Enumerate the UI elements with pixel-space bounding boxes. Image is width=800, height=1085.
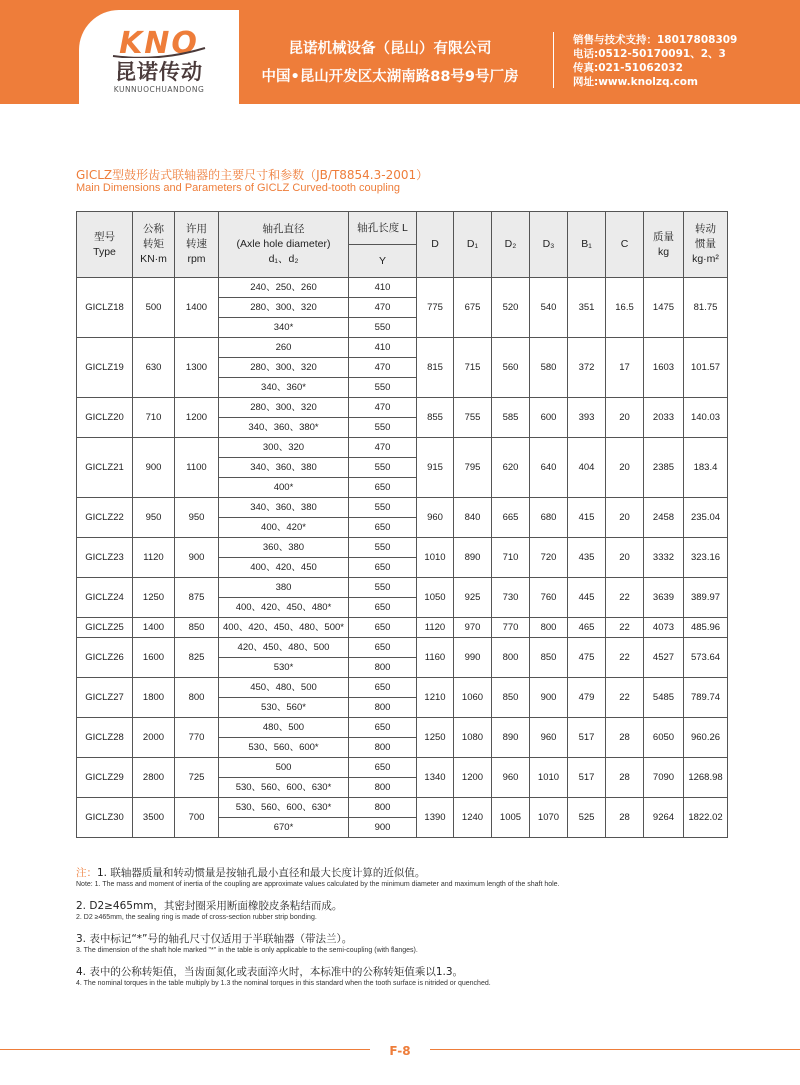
cell-diameter: 280、300、320: [219, 358, 349, 378]
cell-speed: 725: [175, 758, 219, 798]
cell-diameter: 400*: [219, 478, 349, 498]
cell-mass: 5485: [644, 678, 684, 718]
cell-speed: 800: [175, 678, 219, 718]
cell-mass: 2033: [644, 398, 684, 438]
cell-d3: 760: [530, 578, 568, 618]
cell-d: 1390: [417, 798, 454, 838]
cell-speed: 850: [175, 618, 219, 638]
cell-diameter: 340、360、380*: [219, 418, 349, 438]
cell-d1: 1240: [454, 798, 492, 838]
cell-d3: 680: [530, 498, 568, 538]
cell-d3: 1070: [530, 798, 568, 838]
cell-mass: 3639: [644, 578, 684, 618]
cell-type: GICLZ27: [77, 678, 133, 718]
cell-d: 775: [417, 278, 454, 338]
cell-d: 960: [417, 498, 454, 538]
cell-length: 550: [349, 498, 417, 518]
cell-d: 1120: [417, 618, 454, 638]
cell-torque: 2800: [133, 758, 175, 798]
cell-speed: 1100: [175, 438, 219, 498]
cell-diameter: 450、480、500: [219, 678, 349, 698]
company-name: 昆诺机械设备（昆山）有限公司: [288, 41, 492, 57]
cell-diameter: 670*: [219, 818, 349, 838]
cell-d: 1050: [417, 578, 454, 618]
cell-c: 16.5: [606, 278, 644, 338]
cell-torque: 950: [133, 498, 175, 538]
cell-d1: 990: [454, 638, 492, 678]
cell-diameter: 280、300、320: [219, 298, 349, 318]
cell-torque: 1400: [133, 618, 175, 638]
cell-diameter: 260: [219, 338, 349, 358]
company-address: 中国•昆山开发区太湖南路88号9号厂房: [261, 69, 519, 85]
cell-d1: 840: [454, 498, 492, 538]
header-inertia: 转动 惯量 kg·m²: [684, 212, 728, 278]
cell-diameter: 530、560、600*: [219, 738, 349, 758]
cell-length: 550: [349, 578, 417, 598]
cell-diameter: 340、360*: [219, 378, 349, 398]
cell-mass: 1603: [644, 338, 684, 398]
cell-length: 470: [349, 298, 417, 318]
cell-c: 28: [606, 798, 644, 838]
cell-diameter: 530、560、600、630*: [219, 798, 349, 818]
cell-speed: 1300: [175, 338, 219, 398]
cell-d: 815: [417, 338, 454, 398]
cell-diameter: 530*: [219, 658, 349, 678]
header-mass: 质量 kg: [644, 212, 684, 278]
cell-torque: 1600: [133, 638, 175, 678]
cell-d1: 1200: [454, 758, 492, 798]
cell-b1: 517: [568, 758, 606, 798]
note-4-en: 4. The nominal torques in the table multiply by 1.3 the nominal torques in this standard when the tooth surface is nitrided or quenched.: [76, 980, 491, 987]
cell-speed: 900: [175, 538, 219, 578]
cell-length: 550: [349, 458, 417, 478]
notes: [76, 866, 736, 998]
cell-c: 22: [606, 638, 644, 678]
cell-c: 20: [606, 398, 644, 438]
cell-length: 650: [349, 638, 417, 658]
table-header: [77, 212, 728, 278]
cell-d: 1010: [417, 538, 454, 578]
cell-torque: 1250: [133, 578, 175, 618]
cell-c: 22: [606, 578, 644, 618]
svg-text:KNO: KNO: [119, 26, 199, 58]
cell-diameter: 280、300、320: [219, 398, 349, 418]
cell-diameter: 340、360、380: [219, 458, 349, 478]
cell-diameter: 500: [219, 758, 349, 778]
contact-fax: 传真:021-51062032: [573, 62, 683, 74]
cell-diameter: 530、560*: [219, 698, 349, 718]
table-title-cn: GICLZ型鼓形齿式联轴器的主要尺寸和参数（JB/T8854.3-2001）: [76, 168, 429, 182]
table-title-en: Main Dimensions and Parameters of GICLZ Curved-tooth coupling: [76, 182, 401, 194]
cell-speed: 950: [175, 498, 219, 538]
contact-phone: 电话:0512-50170091、2、3: [573, 48, 726, 60]
cell-diameter: 380: [219, 578, 349, 598]
cell-type: GICLZ23: [77, 538, 133, 578]
cell-inertia: 183.4: [684, 438, 728, 498]
cell-d1: 970: [454, 618, 492, 638]
cell-torque: 1120: [133, 538, 175, 578]
cell-c: 22: [606, 678, 644, 718]
cell-diameter: 530、560、600、630*: [219, 778, 349, 798]
cell-c: 22: [606, 618, 644, 638]
cell-length: 550: [349, 378, 417, 398]
cell-d1: 925: [454, 578, 492, 618]
cell-diameter: 340*: [219, 318, 349, 338]
note-3-en: 3. The dimension of the shaft hole marked "*" in the table is only applicable to the semi-coupling (with flanges).: [76, 947, 418, 954]
header-length-y: Y: [349, 245, 417, 278]
cell-length: 410: [349, 278, 417, 298]
spec-table: [76, 211, 728, 838]
table-row: [77, 498, 728, 518]
cell-length: 470: [349, 438, 417, 458]
cell-type: GICLZ21: [77, 438, 133, 498]
cell-d2: 960: [492, 758, 530, 798]
cell-length: 650: [349, 678, 417, 698]
cell-d2: 665: [492, 498, 530, 538]
cell-length: 550: [349, 318, 417, 338]
cell-speed: 770: [175, 718, 219, 758]
cell-b1: 435: [568, 538, 606, 578]
cell-d2: 710: [492, 538, 530, 578]
cell-speed: 1400: [175, 278, 219, 338]
cell-d: 915: [417, 438, 454, 498]
cell-diameter: 300、320: [219, 438, 349, 458]
cell-diameter: 480、500: [219, 718, 349, 738]
table-row: [77, 718, 728, 738]
cell-d3: 540: [530, 278, 568, 338]
cell-type: GICLZ20: [77, 398, 133, 438]
logo-text-cn: 昆诺传动: [115, 60, 203, 84]
table-row: [77, 398, 728, 418]
cell-b1: 351: [568, 278, 606, 338]
cell-d2: 800: [492, 638, 530, 678]
cell-d1: 675: [454, 278, 492, 338]
cell-b1: 404: [568, 438, 606, 498]
note-2-cn: 2. D2≥465mm，其密封圈采用断面橡胶皮条粘结而成。: [76, 900, 343, 912]
cell-d3: 580: [530, 338, 568, 398]
cell-diameter: 400、420、450、480、500*: [219, 618, 349, 638]
table-row: [77, 798, 728, 818]
cell-d: 1160: [417, 638, 454, 678]
header-D1: D₁: [454, 212, 492, 278]
cell-speed: 1200: [175, 398, 219, 438]
cell-length: 650: [349, 518, 417, 538]
cell-b1: 517: [568, 718, 606, 758]
cell-diameter: 240、250、260: [219, 278, 349, 298]
cell-torque: 630: [133, 338, 175, 398]
company-block: [240, 35, 540, 91]
cell-inertia: 140.03: [684, 398, 728, 438]
cell-c: 20: [606, 498, 644, 538]
logo: [79, 10, 239, 104]
cell-length: 800: [349, 698, 417, 718]
header-diameter: 轴孔直径 (Axle hole diameter) d₁、d₂: [219, 212, 349, 278]
cell-inertia: 789.74: [684, 678, 728, 718]
cell-d3: 900: [530, 678, 568, 718]
cell-c: 28: [606, 718, 644, 758]
cell-mass: 7090: [644, 758, 684, 798]
cell-length: 650: [349, 598, 417, 618]
cell-torque: 1800: [133, 678, 175, 718]
cell-diameter: 400、420、450: [219, 558, 349, 578]
table-row: [77, 438, 728, 458]
cell-inertia: 573.64: [684, 638, 728, 678]
cell-d3: 720: [530, 538, 568, 578]
cell-torque: 500: [133, 278, 175, 338]
cell-type: GICLZ18: [77, 278, 133, 338]
cell-mass: 1475: [644, 278, 684, 338]
cell-type: GICLZ24: [77, 578, 133, 618]
cell-c: 20: [606, 438, 644, 498]
cell-d3: 600: [530, 398, 568, 438]
cell-d2: 620: [492, 438, 530, 498]
cell-b1: 525: [568, 798, 606, 838]
cell-diameter: 400、420*: [219, 518, 349, 538]
cell-d2: 560: [492, 338, 530, 398]
header-banner: [0, 0, 800, 104]
table-row: [77, 278, 728, 298]
cell-d2: 850: [492, 678, 530, 718]
cell-diameter: 400、420、450、480*: [219, 598, 349, 618]
cell-torque: 710: [133, 398, 175, 438]
cell-diameter: 420、450、480、500: [219, 638, 349, 658]
table-row: [77, 638, 728, 658]
cell-d2: 890: [492, 718, 530, 758]
cell-d2: 730: [492, 578, 530, 618]
header-D3: D₃: [530, 212, 568, 278]
cell-mass: 6050: [644, 718, 684, 758]
table-row: [77, 338, 728, 358]
cell-d1: 795: [454, 438, 492, 498]
table-row: [77, 578, 728, 598]
cell-b1: 479: [568, 678, 606, 718]
note-2-en: 2. D2 ≥465mm, the sealing ring is made of cross-section rubber strip bonding.: [76, 914, 317, 921]
table-row: [77, 538, 728, 558]
table-row: [77, 678, 728, 698]
cell-torque: 3500: [133, 798, 175, 838]
cell-diameter: 360、380: [219, 538, 349, 558]
cell-mass: 4527: [644, 638, 684, 678]
cell-type: GICLZ22: [77, 498, 133, 538]
note-4-cn: 4. 表中的公称转矩值，当齿面氮化或表面淬火时，本标准中的公称转矩值乘以1.3。: [76, 966, 464, 978]
cell-d1: 1060: [454, 678, 492, 718]
cell-length: 800: [349, 658, 417, 678]
header-torque: 公称 转矩 KN·m: [133, 212, 175, 278]
header-divider: [553, 32, 554, 88]
cell-inertia: 81.75: [684, 278, 728, 338]
cell-d: 855: [417, 398, 454, 438]
note-1-cn: 注：1. 联轴器质量和转动惯量是按轴孔最小直径和最大长度计算的近似值。: [76, 867, 426, 879]
cell-type: GICLZ28: [77, 718, 133, 758]
cell-length: 650: [349, 478, 417, 498]
cell-diameter: 340、360、380: [219, 498, 349, 518]
cell-d2: 1005: [492, 798, 530, 838]
cell-b1: 475: [568, 638, 606, 678]
cell-speed: 700: [175, 798, 219, 838]
page-number: F-8: [370, 1044, 430, 1058]
cell-length: 650: [349, 618, 417, 638]
cell-d1: 715: [454, 338, 492, 398]
cell-type: GICLZ26: [77, 638, 133, 678]
cell-b1: 393: [568, 398, 606, 438]
cell-torque: 2000: [133, 718, 175, 758]
header-type: 型号 Type: [77, 212, 133, 278]
cell-inertia: 389.97: [684, 578, 728, 618]
cell-d2: 520: [492, 278, 530, 338]
logo-text-en: KUNNUOCHUANDONG: [113, 85, 205, 94]
contact-sales: 销售与技术支持：18017808309: [573, 34, 738, 46]
cell-d1: 755: [454, 398, 492, 438]
cell-length: 650: [349, 558, 417, 578]
cell-type: GICLZ19: [77, 338, 133, 398]
header-B1: B₁: [568, 212, 606, 278]
cell-d3: 1010: [530, 758, 568, 798]
header-D: D: [417, 212, 454, 278]
cell-length: 650: [349, 718, 417, 738]
header-speed: 许用 转速 rpm: [175, 212, 219, 278]
contact-info: [573, 33, 737, 89]
cell-type: GICLZ25: [77, 618, 133, 638]
cell-mass: 3332: [644, 538, 684, 578]
cell-length: 410: [349, 338, 417, 358]
cell-d3: 640: [530, 438, 568, 498]
cell-inertia: 323.16: [684, 538, 728, 578]
cell-type: GICLZ29: [77, 758, 133, 798]
cell-length: 650: [349, 758, 417, 778]
cell-inertia: 960.26: [684, 718, 728, 758]
cell-inertia: 1822.02: [684, 798, 728, 838]
cell-inertia: 485.96: [684, 618, 728, 638]
cell-inertia: 101.57: [684, 338, 728, 398]
cell-inertia: 1268.98: [684, 758, 728, 798]
table-body: [77, 278, 728, 838]
header-D2: D₂: [492, 212, 530, 278]
cell-length: 800: [349, 798, 417, 818]
header-C: C: [606, 212, 644, 278]
cell-length: 900: [349, 818, 417, 838]
cell-torque: 900: [133, 438, 175, 498]
cell-d: 1250: [417, 718, 454, 758]
contact-website[interactable]: 网址:www.knolzq.com: [573, 76, 698, 88]
cell-d: 1340: [417, 758, 454, 798]
cell-c: 28: [606, 758, 644, 798]
header-length: 轴孔长度 L: [349, 212, 417, 245]
cell-b1: 445: [568, 578, 606, 618]
cell-d3: 960: [530, 718, 568, 758]
cell-d1: 1080: [454, 718, 492, 758]
cell-d2: 770: [492, 618, 530, 638]
cell-speed: 825: [175, 638, 219, 678]
cell-mass: 2458: [644, 498, 684, 538]
cell-length: 470: [349, 398, 417, 418]
kno-logo-icon: [107, 26, 211, 58]
cell-d3: 800: [530, 618, 568, 638]
cell-inertia: 235.04: [684, 498, 728, 538]
note-1-en: Note: 1. The mass and moment of inertia of the coupling are approximate values calculated by the minimum diameter and maximum length of the shaft hole.: [76, 881, 560, 888]
cell-b1: 372: [568, 338, 606, 398]
cell-length: 550: [349, 418, 417, 438]
cell-mass: 4073: [644, 618, 684, 638]
cell-d3: 850: [530, 638, 568, 678]
cell-length: 800: [349, 778, 417, 798]
cell-length: 550: [349, 538, 417, 558]
cell-type: GICLZ30: [77, 798, 133, 838]
cell-b1: 415: [568, 498, 606, 538]
cell-d2: 585: [492, 398, 530, 438]
cell-c: 20: [606, 538, 644, 578]
note-3-cn: 3. 表中标记“*”号的轴孔尺寸仅适用于半联轴器（带法兰）。: [76, 933, 353, 945]
cell-d: 1210: [417, 678, 454, 718]
cell-length: 470: [349, 358, 417, 378]
cell-c: 17: [606, 338, 644, 398]
cell-length: 800: [349, 738, 417, 758]
cell-mass: 9264: [644, 798, 684, 838]
table-row: [77, 618, 728, 638]
cell-b1: 465: [568, 618, 606, 638]
cell-mass: 2385: [644, 438, 684, 498]
cell-d1: 890: [454, 538, 492, 578]
table-row: [77, 758, 728, 778]
cell-speed: 875: [175, 578, 219, 618]
